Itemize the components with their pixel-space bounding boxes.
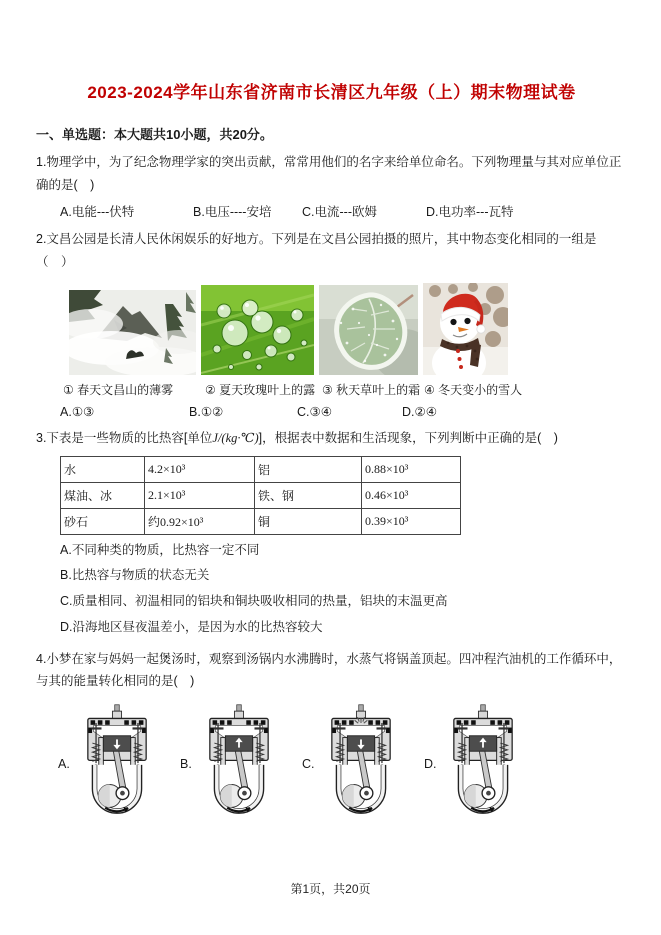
four-stroke-engine-diagram-c — [320, 703, 402, 825]
question-3-text: 3.下表是一些物质的比热容[单位J/(kg·℃)]，根据表中数据和生活现象，下列判断中正确的是( ) — [36, 431, 558, 446]
question-2-captions — [36, 381, 627, 398]
q4-option-d — [424, 703, 546, 825]
q4-option-b — [180, 703, 302, 825]
table-row: 砂石 约0.92×10³ 铜 0.39×10³ — [61, 508, 461, 534]
table-row: 煤油、冰 2.1×10³ 铁、钢 0.46×10³ — [61, 482, 461, 508]
question-2-text: 2.文昌公园是长清人民休闲娱乐的好地方。下列是在文昌公园拍摄的照片，其中物态变化相同的一组是（ ） — [36, 232, 597, 269]
question-3-options — [36, 539, 627, 640]
four-stroke-engine-diagram-d — [442, 703, 524, 825]
question-4-options — [36, 703, 627, 825]
option-label: A. — [58, 756, 70, 771]
mist-mountain-photo — [69, 290, 196, 375]
question-2-photos — [36, 283, 627, 375]
q2-option-c: C.③④ — [297, 405, 332, 420]
specific-heat-table — [60, 456, 461, 535]
q3-option-c: C.质量相同、初温相同的铝块和铜块吸收相同的热量，铝块的末温更高 — [60, 594, 448, 609]
frost-on-leaf-photo — [319, 285, 418, 375]
page-title: 2023-2024学年山东省济南市长清区九年级（上）期末物理试卷 — [87, 83, 576, 102]
q4-option-c — [302, 703, 424, 825]
question-1-text: 1.物理学中，为了纪念物理学家的突出贡献，常常用他们的名字来给单位命名。下列物理量与其对应单位正确的是( ) — [36, 155, 622, 192]
question-4-text: 4.小梦在家与妈妈一起煲汤时，观察到汤锅内水沸腾时，水蒸气将锅盖顶起。四冲程汽油机的工作循环中，与其的能量转化相同的是( ) — [36, 651, 622, 689]
q3-option-b: B.比热容与物质的状态无关 — [60, 568, 210, 583]
q2-option-d: D.②④ — [402, 405, 437, 420]
photo-caption-3: ③ 秋天草叶上的霜 — [322, 383, 421, 398]
specific-heat-unit: J/(kg·℃) — [212, 431, 259, 446]
question-2-options — [36, 404, 627, 419]
four-stroke-engine-diagram-b — [198, 703, 280, 825]
q2-option-a: A.①③ — [60, 405, 95, 420]
option-label: C. — [302, 756, 315, 771]
q1-option-d: D.电功率---瓦特 — [426, 205, 514, 220]
dew-on-leaf-photo — [201, 285, 314, 375]
q1-option-a: A.电能---伏特 — [60, 205, 135, 220]
option-label: B. — [180, 756, 192, 771]
snowman-photo — [423, 283, 508, 375]
table-row: 水 4.2×10³ 铝 0.88×10³ — [61, 456, 461, 482]
section-heading: 一、单选题：本大题共10小题，共20分。 — [36, 127, 273, 143]
page-number: 第1页，共20页 — [290, 882, 371, 896]
q1-option-b: B.电压----安培 — [193, 205, 272, 220]
photo-caption-2: ② 夏天玫瑰叶上的露 — [205, 383, 316, 398]
q1-option-c: C.电流---欧姆 — [302, 205, 377, 220]
q4-option-a — [58, 703, 180, 825]
photo-caption-4: ④ 冬天变小的雪人 — [424, 383, 523, 398]
option-label: D. — [424, 756, 437, 771]
four-stroke-engine-diagram-a — [76, 703, 158, 825]
q3-option-a: A.不同种类的物质，比热容一定不同 — [60, 542, 260, 557]
q2-option-b: B.①② — [189, 405, 224, 420]
q3-option-d: D.沿海地区昼夜温差小，是因为水的比热容较大 — [60, 619, 323, 634]
photo-caption-1: ① 春天文昌山的薄雾 — [63, 383, 174, 398]
question-1-options — [36, 202, 627, 220]
